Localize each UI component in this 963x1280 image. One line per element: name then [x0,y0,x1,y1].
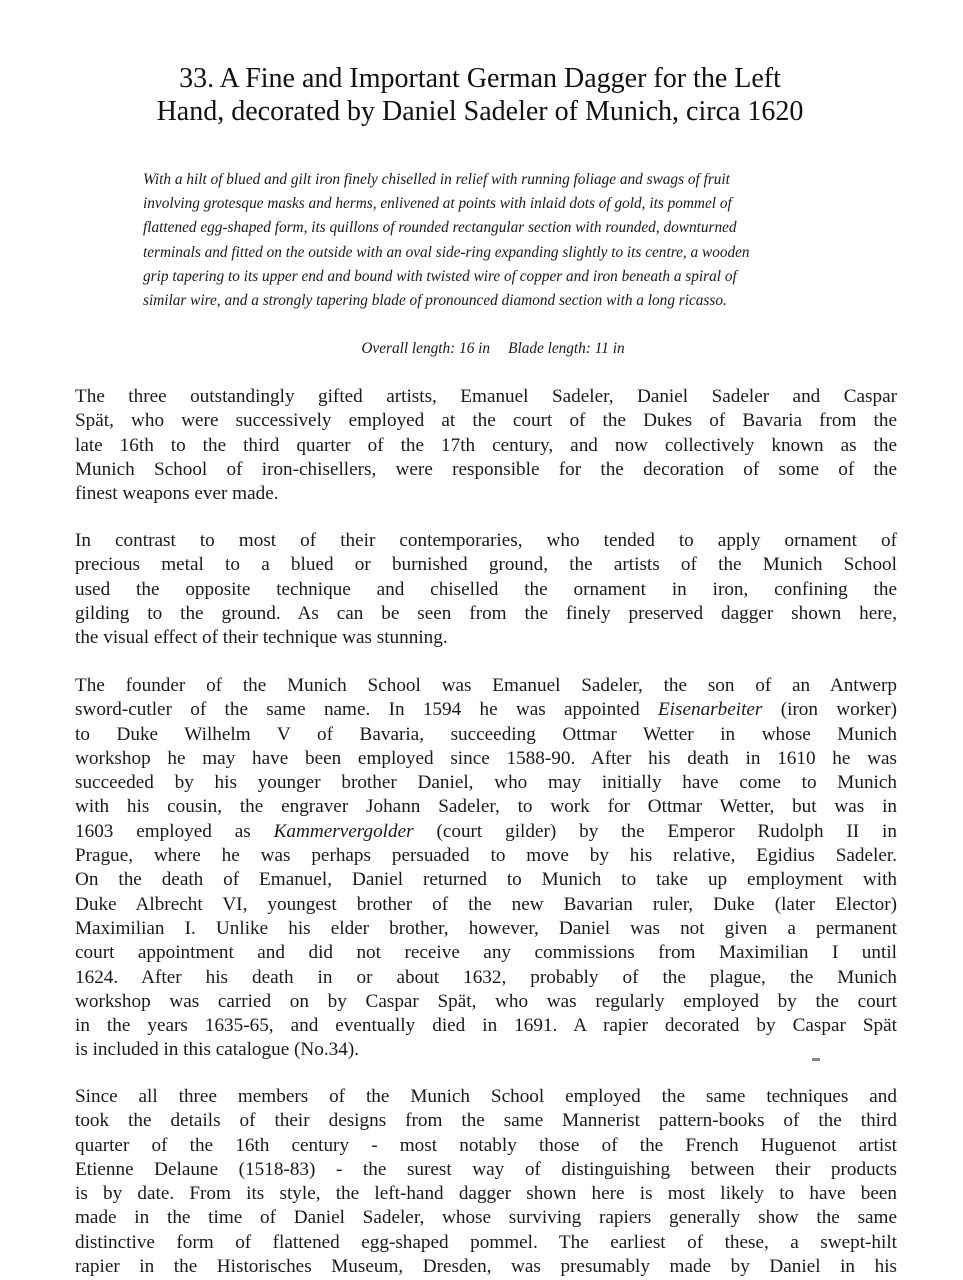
text-line: in the years 1635-65, and eventually died in 1691. A rapier decorated by Caspar Spät [75,1015,897,1037]
text-line: the visual effect of their technique was stunning. [75,627,448,649]
text-line: to Duke Wilhelm V of Bavaria, succeeding Ottmar Wetter in whose Munich [75,723,897,745]
object-description [143,168,843,313]
blade-length: Blade length: 11 in [508,340,625,357]
text-line: gilding to the ground. As can be seen from the finely preserved dagger shown here, [75,602,897,624]
text-line: took the details of their designs from the same Mannerist pattern-books of the third [75,1110,897,1132]
text-line: finest weapons ever made. [75,483,279,505]
overall-length: Overall length: 16 in [361,340,491,357]
text-line: On the death of Emanuel, Daniel returned to Munich to take up employment with [75,869,897,891]
text-segment: sword-cutler of the same name. In 1594 he was appointed [75,699,658,721]
text-line: Maximilian I. Unlike his elder brother, however, Daniel was not given a permanent [75,917,897,939]
text-segment: (iron worker) [762,699,897,721]
paragraph-artists [75,385,897,506]
text-line [75,698,897,722]
text-line: 1624. After his death in or about 1632, probably of the plague, the Munich [75,966,897,988]
text-line: distinctive form of flattened egg-shaped pommel. The earliest of these, a swept-hilt [75,1231,897,1253]
text-line: In contrast to most of their contemporaries, who tended to apply ornament of [75,530,897,551]
paragraph-founder [75,674,897,1063]
text-line: with his cousin, the engraver Johann Sadeler, to work for Ottmar Wetter, but was in [75,796,897,818]
text-line: is by date. From its style, the left-hand dagger shown here is most likely to have been [75,1183,897,1205]
description-line: terminals and fitted on the outside with an oval side-ring expanding slightly to its centre, a wooden [143,243,750,261]
text-line: Duke Albrecht VI, youngest brother of the new Bavarian ruler, Duke (later Elector) [75,893,897,915]
text-line: The three outstandingly gifted artists, Emanuel Sadeler, Daniel Sadeler and Caspar [75,386,897,407]
description-line: similar wire, and a strongly tapering blade of pronounced diamond section with a long ricasso. [143,292,727,310]
page-title [80,62,880,128]
scan-mark [812,1058,820,1061]
text-line: rapier in the Historisches Museum, Dresden, was presumably made by Daniel in his [75,1256,897,1278]
text-line: late 16th to the third quarter of the 17th century, and now collectively known as the [75,434,897,456]
text-line: succeeded by his younger brother Daniel, who may initially have come to Munich [75,772,897,794]
text-segment: (court gilder) by the Emperor Rudolph II in [413,820,897,842]
text-line: The founder of the Munich School was Emanuel Sadeler, the son of an Antwerp [75,675,897,696]
text-line: quarter of the 16th century - most notably those of the French Huguenot artist [75,1134,897,1156]
text-line: used the opposite technique and chiselled the ornament in iron, confining the [75,578,897,600]
text-line: Since all three members of the Munich School employed the same techniques and [75,1086,897,1107]
text-line: Prague, where he was perhaps persuaded to move by his relative, Egidius Sadeler. [75,845,897,867]
text-line: workshop he may have been employed since 1588-90. After his death in 1610 he was [75,747,897,769]
italic-term: Kammervergolder [273,820,414,842]
paragraph-technique [75,529,897,650]
text-line: is included in this catalogue (No.34). [75,1039,360,1061]
title-line-1: 33. A Fine and Important German Dagger for the Left [179,63,781,94]
description-line: involving grotesque masks and herms, enlivened at points with inlaid dots of gold, its pommel of [143,195,732,213]
text-line: made in the time of Daniel Sadeler, whose surviving rapiers generally show the same [75,1207,897,1229]
description-line: With a hilt of blued and gilt iron finely chiselled in relief with running foliage and swags of fruit [143,171,730,188]
text-line: Spät, who were successively employed at the court of the Dukes of Bavaria from the [75,410,897,432]
text-line: Etienne Delaune (1518-83) - the surest way of distinguishing between their products [75,1158,897,1180]
italic-term: Eisenarbeiter [657,699,763,721]
text-segment: 1603 employed as [75,820,274,842]
paragraph-dating [75,1085,897,1279]
text-line: workshop was carried on by Caspar Spät, who was regularly employed by the court [75,990,897,1012]
text-line: court appointment and did not receive any commissions from Maximilian I until [75,942,897,964]
description-line: flattened egg-shaped form, its quillons of rounded rectangular section with rounded, downturned [143,219,737,237]
text-line: Munich School of iron-chisellers, were responsible for the decoration of some of the [75,458,897,480]
description-line: grip tapering to its upper end and bound with twisted wire of copper and iron beneath a spiral of [143,267,737,285]
text-line [75,820,897,844]
dimensions [143,338,843,360]
title-line-2: Hand, decorated by Daniel Sadeler of Munich, circa 1620 [156,96,804,127]
text-line: precious metal to a blued or burnished ground, the artists of the Munich School [75,554,897,576]
